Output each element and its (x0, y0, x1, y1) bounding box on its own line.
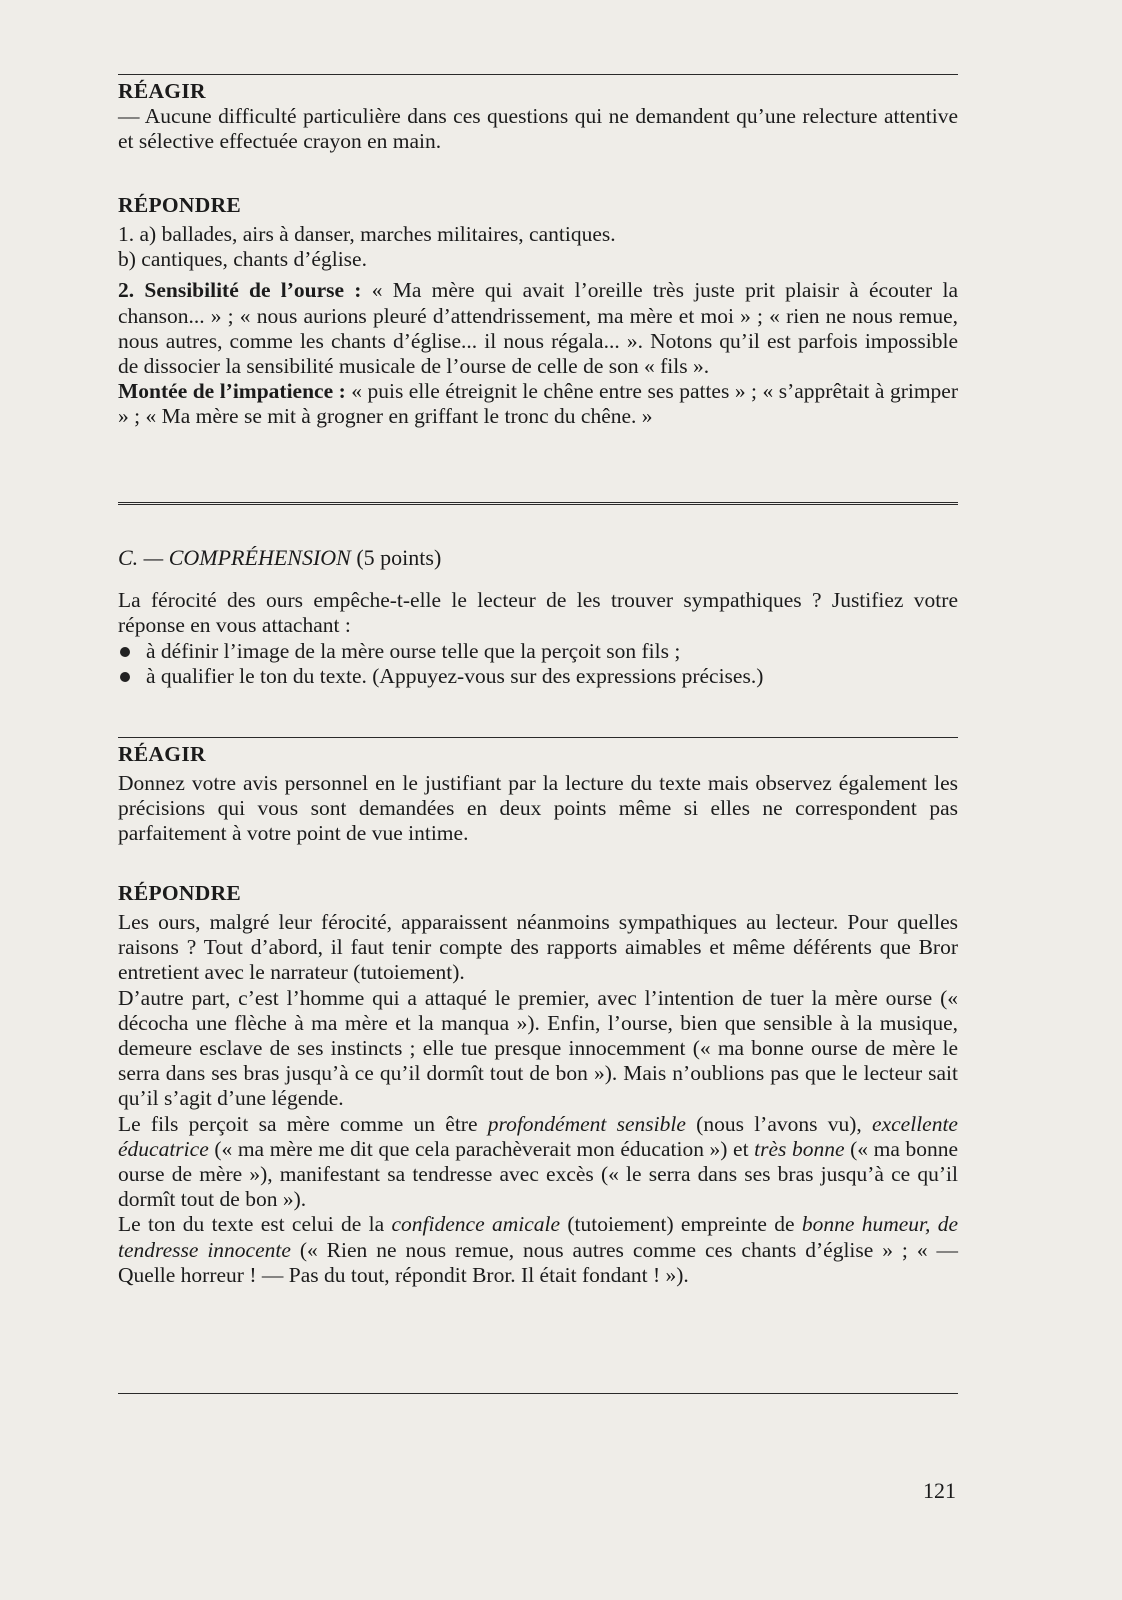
list-item: à qualifier le ton du texte. (Appuyez-vous sur des expressions précises.) (118, 664, 958, 690)
answer-3 (118, 379, 958, 429)
heading-repondre: RÉPONDRE (118, 193, 242, 217)
page-number: 121 (923, 1478, 956, 1503)
paragraph: Donnez votre avis personnel en le justifiant par la lecture du texte mais observez également les précisions qui vous sont demandées en deux points même si elles ne correspondent pas parfaitement à votre point de vue intime. (118, 771, 958, 846)
heading-reagir: RÉAGIR (118, 79, 206, 103)
answer-2 (118, 278, 958, 379)
paragraph: Les ours, malgré leur férocité, apparaissent néanmoins sympathiques au lecteur. Pour quelles raisons ? Tout d’abord, il faut tenir compte des rapports aimables et même déférents que Bror entretient avec le narrateur (tutoiement). (118, 910, 958, 985)
answer-2-label: 2. Sensibilité de l’ourse : (118, 278, 362, 303)
paragraph: — Aucune difficulté particulière dans ces questions qui ne demandent qu’une relecture attentive et sélective effectuée crayon en main. (118, 104, 958, 154)
section-title (118, 545, 958, 570)
section-reagir-1 (118, 78, 958, 154)
section-reagir-2 (118, 741, 958, 847)
answer-2-text: « Ma mère qui avait l’oreille très juste prit plaisir à écouter la chanson... » ; « nous aurions pleuré d’attendrissement, ma mère et moi » ; « rien ne nous remue, nous autres, comme les chants d’église... il nous régala... ». Notons qu’il est parfois impossible de dissocier la sensibilité musicale de l’ourse de celle de son « fils ». (118, 278, 958, 379)
section-title-points: (5 points) (350, 545, 442, 570)
list-item: à définir l’image de la mère ourse telle que la perçoit son fils ; (118, 639, 958, 665)
bottom-rule (118, 1393, 958, 1394)
answer-1a: 1. a) ballades, airs à danser, marches militaires, cantiques. (118, 222, 616, 246)
bullet-list (118, 639, 958, 690)
paragraph: D’autre part, c’est l’homme qui a attaqué le premier, avec l’intention de tuer la mère ourse (« décocha une flèche à ma mère et la manqua »). Enfin, l’ourse, bien que sensible à la musique, demeure esclave de ses instincts ; elle tue presque innocemment (« ma bonne ourse de mère le serra dans ses bras jusqu’à ce qu’il dormît tout de bon »). Mais n’oublions pas que le lecteur sait qu’il s’agit d’une légende. (118, 985, 958, 1111)
paragraph: Le fils perçoit sa mère comme un être profondément sensible (nous l’avons vu), excellente éducatrice (« ma mère me dit que cela parachèverait mon éducation ») et très bonne (« ma bonne ourse de mère »), manifestant sa tendresse avec excès (« le serra dans ses bras jusqu’à ce qu’il dormît tout de bon »). (118, 1111, 959, 1212)
question: La férocité des ours empêche-t-elle le lecteur de les trouver sympathiques ? Justifiez votre réponse en vous attachant : (118, 588, 958, 638)
paragraph: Le ton du texte est celui de la confidence amicale (tutoiement) empreinte de bonne humeur, de tendresse innocente (« Rien ne nous remue, nous autres comme ces chants d’église » ; « — Quelle horreur ! — Pas du tout, répondit Bror. Il était fondant ! »). (118, 1212, 959, 1287)
section-rule (118, 737, 958, 738)
section-title-label: C. — COMPRÉHENSION (118, 545, 351, 570)
bullet-icon (120, 647, 130, 657)
heading-repondre: RÉPONDRE (118, 881, 242, 905)
answer-3-label: Montée de l’impatience : (118, 379, 346, 404)
bullet-icon (120, 672, 130, 682)
heading-reagir: RÉAGIR (118, 742, 206, 766)
section-rule (118, 502, 958, 505)
section-repondre-2 (118, 880, 958, 1288)
section-comprehension (118, 545, 958, 690)
answer-3-text: « puis elle étreignit le chêne entre ses pattes » ; « s’apprêtait à grimper » ; « Ma mère se mit à grogner en griffant le tronc du chêne. » (118, 379, 958, 429)
section-repondre-1 (118, 192, 958, 430)
top-rule (118, 74, 958, 75)
answer-1b: b) cantiques, chants d’église. (118, 247, 367, 272)
